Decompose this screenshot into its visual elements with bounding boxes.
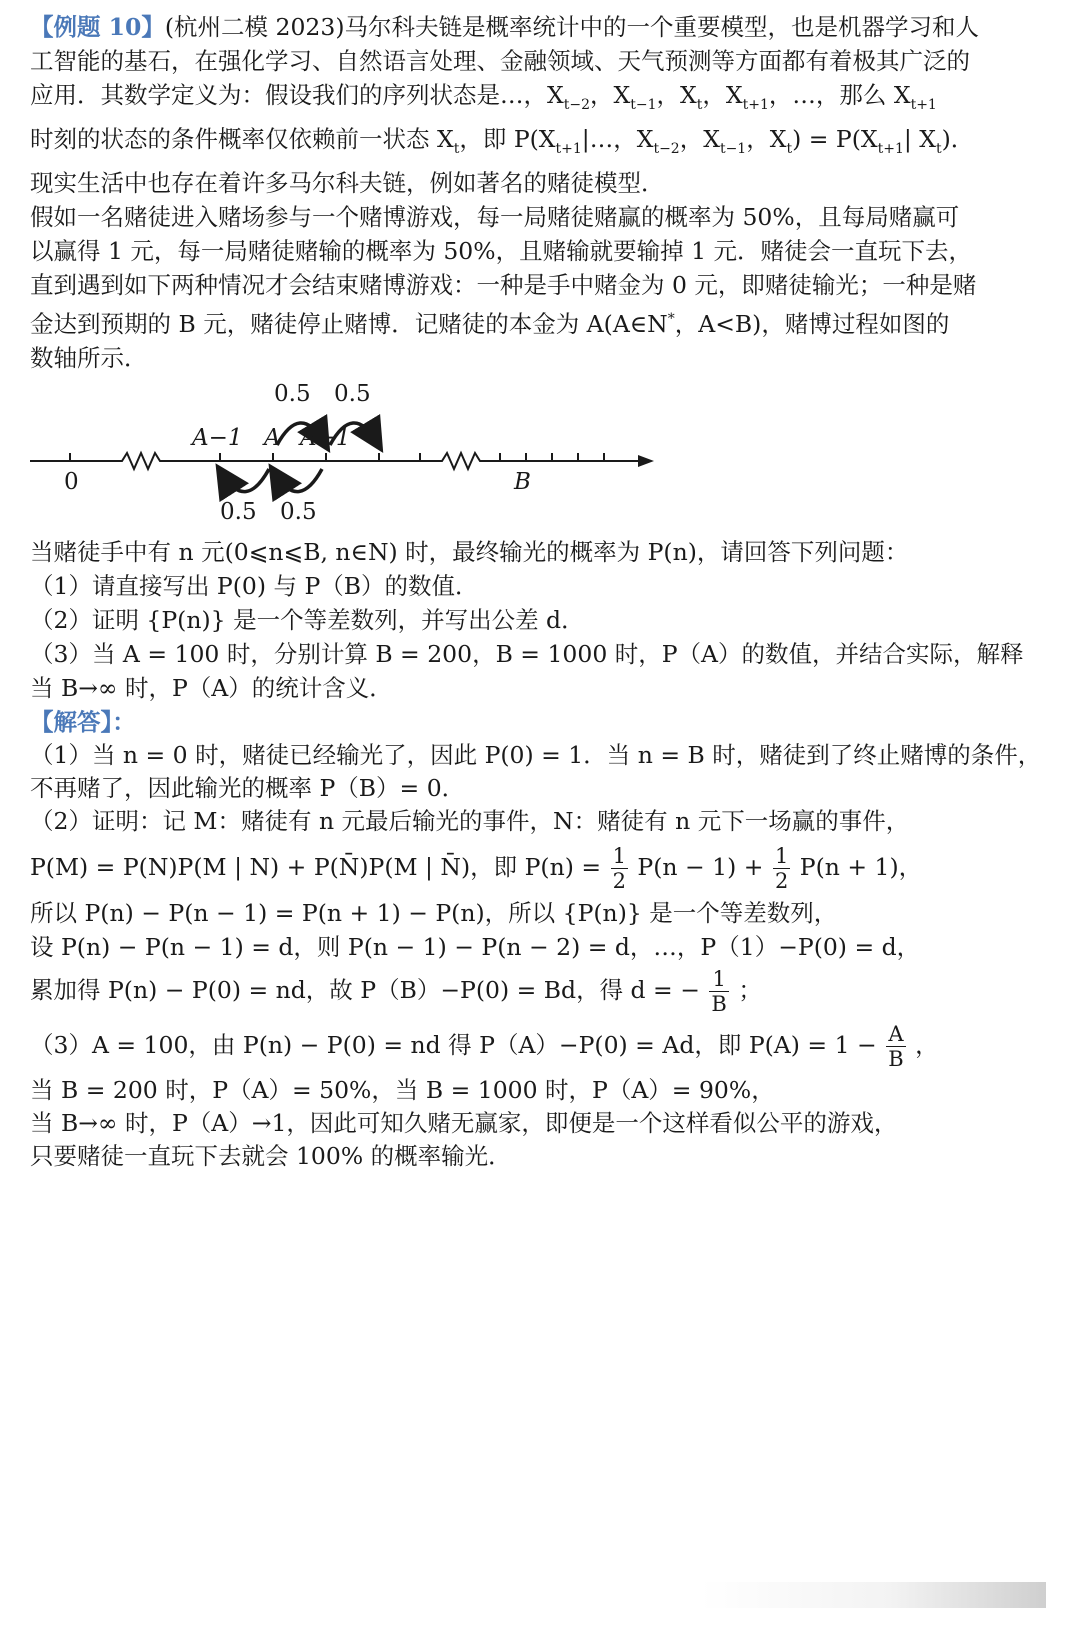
example-tag: 【例题 10】: [30, 13, 165, 41]
answer-2d: 设 P(n) − P(n − 1) = d，则 P(n − 1) − P(n − 2) = d，…，P（1）−P(0) = d，: [30, 933, 921, 961]
answer-2a: （2）证明：记 M：赌徒有 n 元最后输光的事件，N：赌徒有 n 元下一场赢的事件，: [30, 807, 910, 835]
prob-top-left: 0.5: [274, 383, 311, 407]
question-3: （3）当 A = 100 时，分别计算 B = 200，B = 1000 时，P（A）的数值，并结合实际，解释: [30, 640, 1024, 668]
question-1: （1）请直接写出 P(0) 与 P（B）的数值．: [30, 572, 479, 600]
answer-3d: 只要赌徒一直玩下去就会 100% 的概率输光．: [30, 1142, 512, 1170]
intro-line-9: 金达到预期的 B 元，赌徒停止赌博．记赌徒的本金为 A(A∈N*，A<B)，赌博过程如图的: [30, 310, 950, 338]
label-a-minus-1: A−1: [192, 425, 243, 451]
intro-line-7: 以赢得 1 元，每一局赌徒赌输的概率为 50%，且赌输就要输掉 1 元．赌徒会一直玩下去，: [30, 237, 972, 265]
answer-3b: 当 B = 200 时，P（A）= 50%，当 B = 1000 时，P（A）= 90%，: [30, 1076, 775, 1104]
prob-top-right: 0.5: [334, 383, 371, 407]
intro-line-4: 时刻的状态的条件概率仅依赖前一状态 $X_t$，即 $P(X_{t+1}|\dots$，$X_{t-2}$，$X_{t-1}$，$X_t) = P(X_{t+1}|$ $X_t$)．: [30, 125, 975, 157]
intro-line-1: [30, 10, 1046, 44]
fraction-half-1: $\frac{1}{2}$: [612, 844, 626, 893]
lose-arc-2: [276, 469, 322, 492]
scan-edge-shadow: [700, 1582, 1046, 1608]
answer-2b: P(M) = P(N)P(M | N) + P(N̄)P(M | N̄)，即 P(n) = $\frac{1}{2}$ P(n − 1) + $\frac{1}{2}$ P(n + 1)，: [30, 844, 923, 893]
fraction-a-over-b: $\frac{A}{B}$: [888, 1022, 904, 1071]
answer-2c: 所以 P(n) − P(n − 1) = P(n + 1) − P(n)，所以 {P(n)} 是一个等差数列，: [30, 899, 838, 927]
question-intro: 当赌徒手中有 n 元(0⩽n⩽B, n∈N) 时，最终输光的概率为 P(n)，请回答下列问题：: [30, 538, 909, 566]
intro-line-2: 工智能的基石，在强化学习、自然语言处理、金融领域、天气预测等方面都有着极其广泛的: [30, 47, 970, 75]
lose-arc-1: [223, 469, 269, 492]
label-b: B: [514, 469, 531, 495]
answer-3c: 当 B→∞ 时，P（A）→1，因此可知久赌无赢家，即便是一个这样看似公平的游戏，: [30, 1109, 898, 1137]
number-line-axis: [30, 453, 638, 469]
fraction-half-2: $\frac{1}{2}$: [774, 844, 789, 893]
answer-1a: （1）当 n = 0 时，赌徒已经输光了，因此 P(0) = 1．当 n = B 时，赌徒到了终止赌博的条件，: [30, 741, 1042, 769]
number-line-diagram: [30, 383, 670, 533]
prob-bottom-left: 0.5: [220, 499, 257, 525]
label-a: A: [264, 425, 281, 451]
intro-line-8: 直到遇到如下两种情况才会结束赌博游戏：一种是手中赌金为 0 元，即赌徒输光；一种是赌: [30, 271, 977, 299]
intro-line-6: 假如一名赌徒进入赌场参与一个赌博游戏，每一局赌徒赌赢的概率为 50%，且每局赌赢可: [30, 203, 960, 231]
axis-arrow-icon: [638, 455, 654, 467]
fraction-1-over-b: $\frac{1}{B}$: [711, 967, 727, 1016]
prob-bottom-right: 0.5: [280, 499, 317, 525]
question-2: （2）证明 {P(n)} 是一个等差数列，并写出公差 d．: [30, 606, 585, 634]
intro-text: (杭州二模 2023)马尔科夫链是概率统计中的一个重要模型，也是机器学习和人: [164, 13, 980, 41]
answer-1b: 不再赌了，因此输光的概率 P（B）= 0．: [30, 774, 466, 802]
answer-3a: （3）A = 100，由 P(n) − P(0) = nd 得 P（A）−P(0) = Ad，即 P(A) = 1 − $\frac{A}{B}$ ，: [30, 1022, 939, 1071]
intro-line-10: 数轴所示．: [30, 344, 148, 372]
intro-line-5: 现实生活中也存在着许多马尔科夫链，例如著名的赌徒模型．: [30, 169, 665, 197]
label-zero: 0: [64, 469, 79, 495]
answer-2e: 累加得 P(n) − P(0) = nd，故 P（B）−P(0) = Bd，得 d = − $\frac{1}{B}$ ；: [30, 967, 762, 1016]
question-3-cont: 当 B→∞ 时，P（A）的统计含义．: [30, 674, 393, 702]
answer-tag: 【解答】：: [30, 708, 136, 736]
intro-line-3: 应用．其数学定义为：假设我们的序列状态是…，$X_{t-2}$，$X_{t-1}$，$X_t$，$X_{t+1}$，…，那么 $X_{t+1}$: [30, 81, 937, 113]
label-a-plus-1: A+1: [300, 425, 351, 451]
